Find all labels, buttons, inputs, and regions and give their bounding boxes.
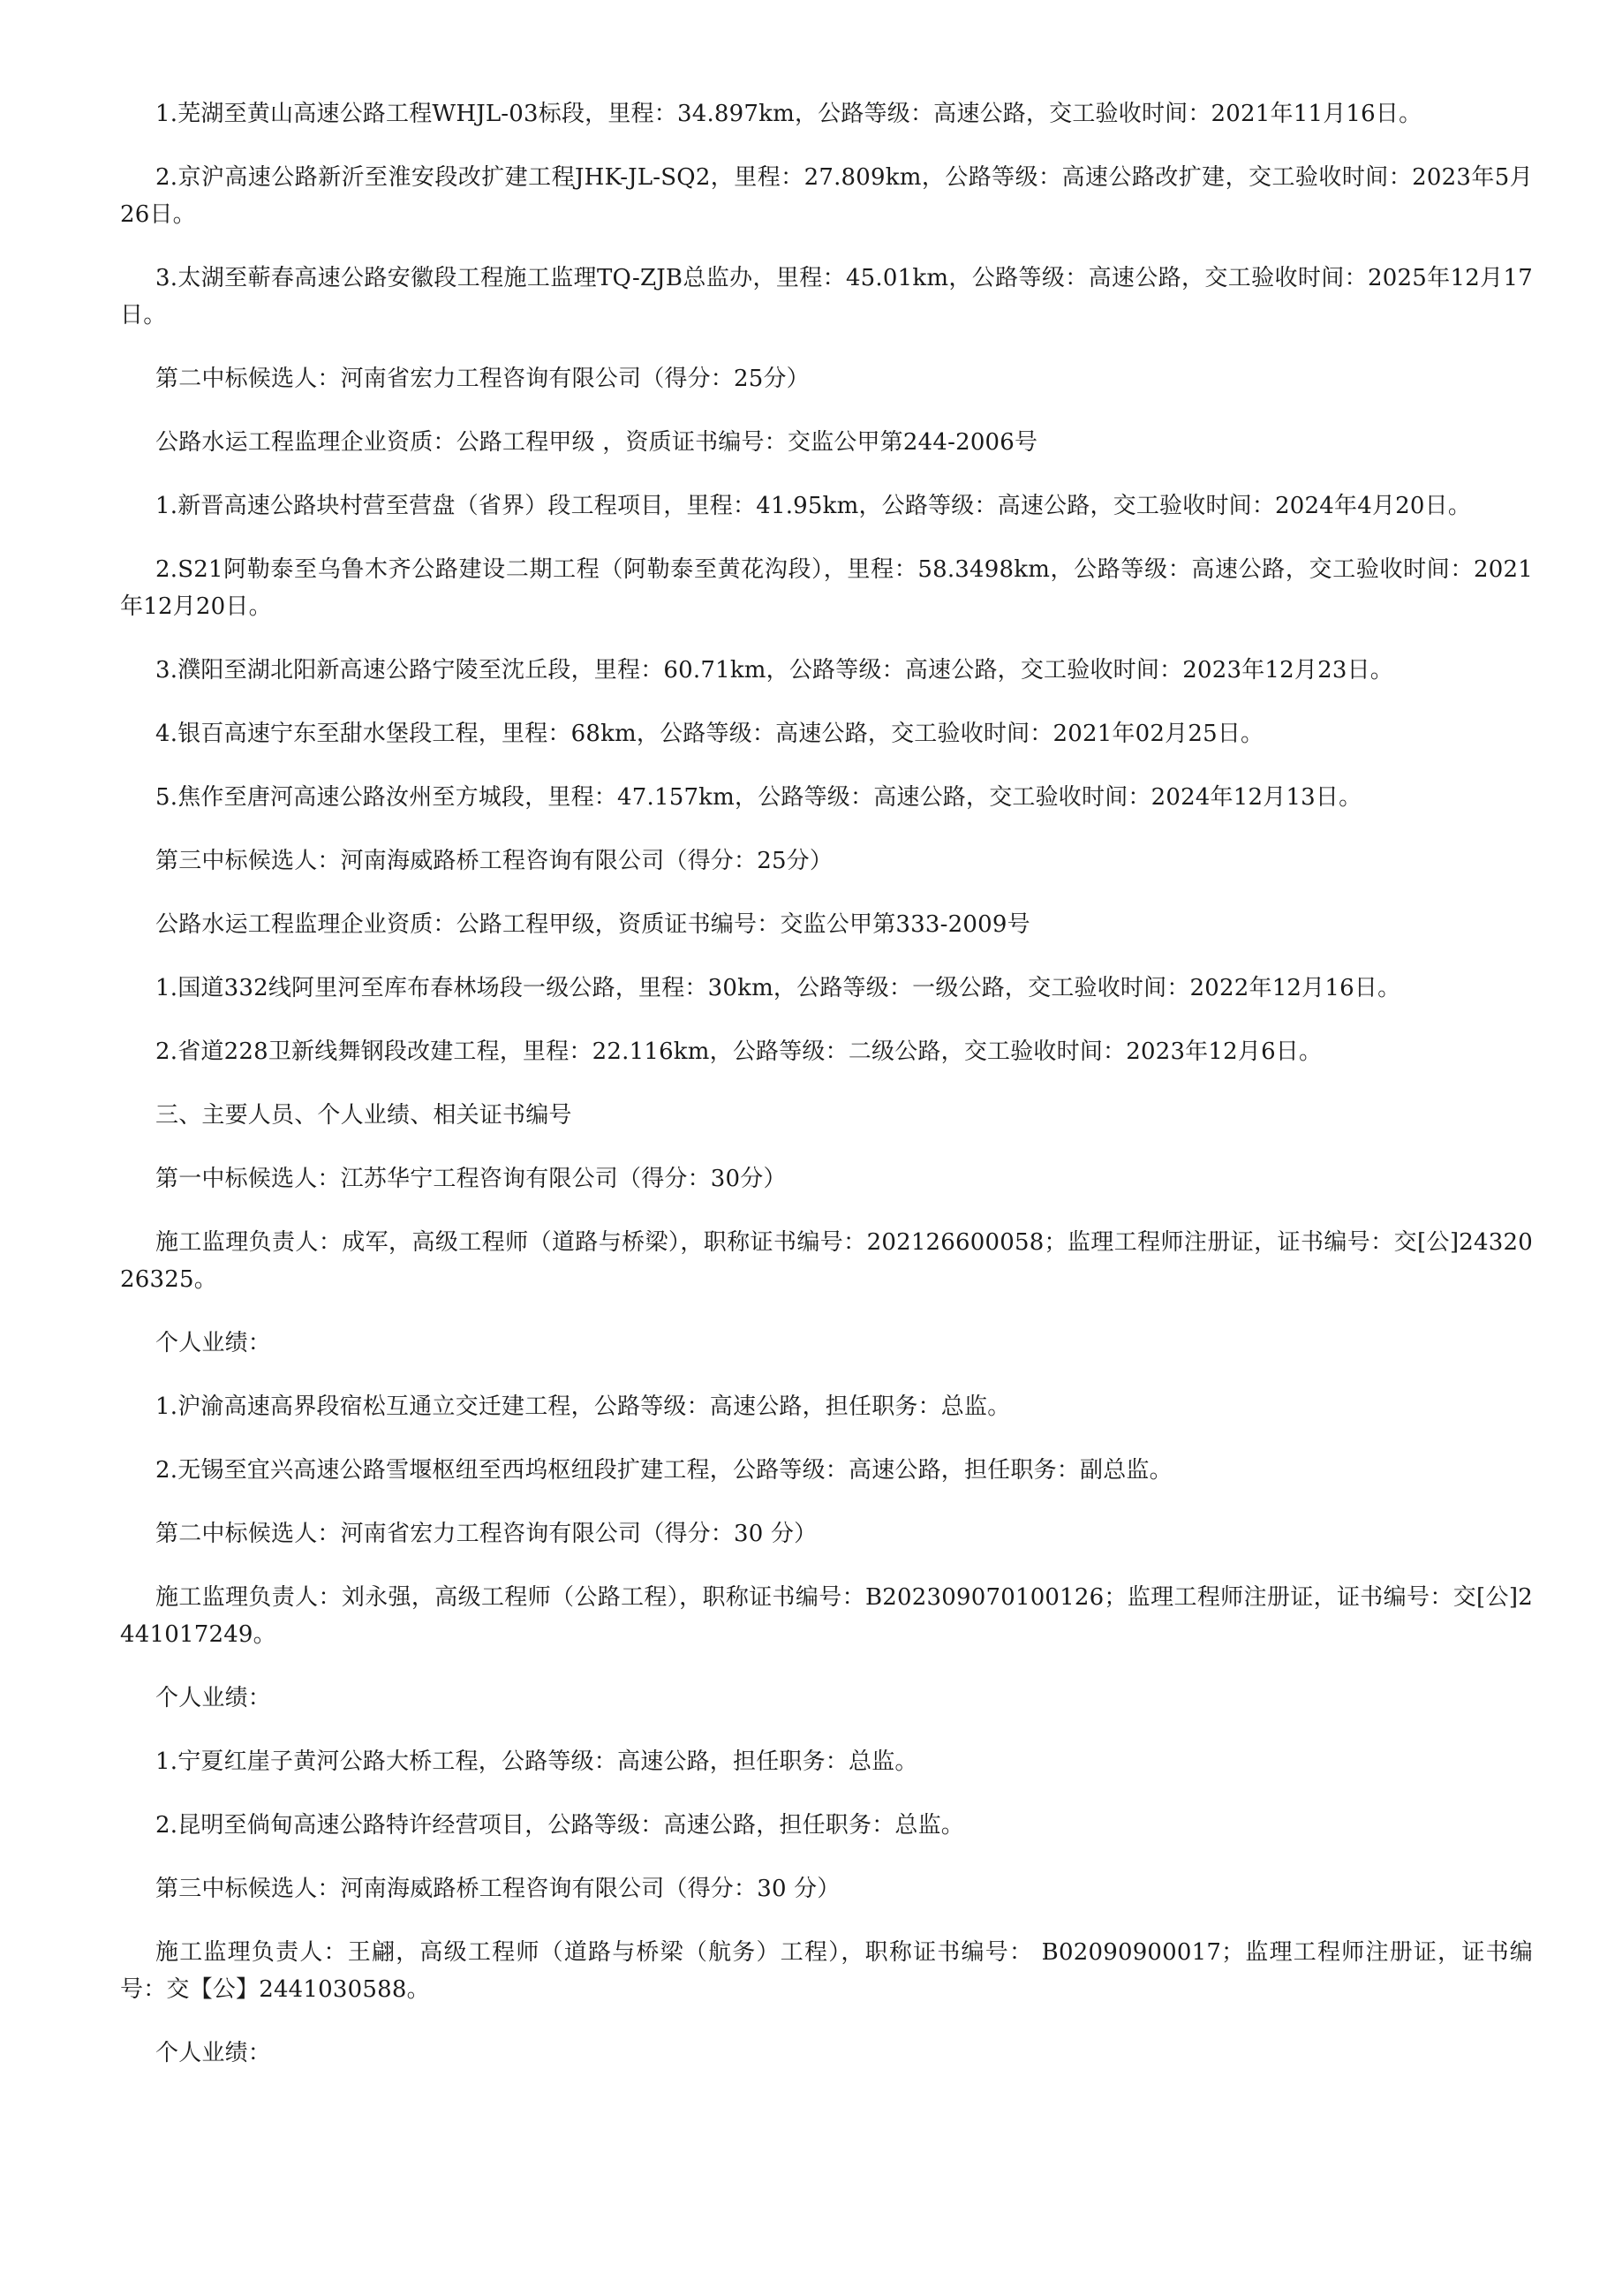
- paragraph: 3.濮阳至湖北阳新高速公路宁陵至沈丘段，里程：60.71km，公路等级：高速公路，交工验收时间：2023年12月23日。: [155, 657, 1393, 684]
- paragraph: 个人业绩：: [155, 1330, 272, 1356]
- paragraph: 1.芜湖至黄山高速公路工程WHJL-03标段，里程：34.897km，公路等级：高速公路，交工验收时间：2021年11月16日。: [155, 101, 1422, 127]
- paragraph: 3.太湖至蕲春高速公路安徽段工程施工监理TQ-ZJB总监办，里程：45.01km，公路等级：高速公路，交工验收时间：2025年12月17日。: [120, 265, 1533, 329]
- paragraph: 公路水运工程监理企业资质：公路工程甲级 ，资质证书编号：交监公甲第244-2006号: [155, 429, 1038, 456]
- paragraph: 施工监理负责人：刘永强，高级工程师（公路工程），职称证书编号：B202309070100126；监理工程师注册证，证书编号：交[公]2441017249。: [120, 1584, 1533, 1648]
- paragraph: 2.昆明至倘甸高速公路特许经营项目，公路等级：高速公路，担任职务：总监。: [155, 1812, 965, 1839]
- paragraph: 5.焦作至唐河高速公路汝州至方城段，里程：47.157km，公路等级：高速公路，交工验收时间：2024年12月13日。: [155, 784, 1362, 811]
- paragraph: 个人业绩：: [155, 2040, 272, 2066]
- paragraph: 1.国道332线阿里河至库布春林场段一级公路，里程：30km，公路等级：一级公路，交工验收时间：2022年12月16日。: [155, 975, 1401, 1001]
- paragraph: 2.S21阿勒泰至乌鲁木齐公路建设二期工程（阿勒泰至黄花沟段），里程：58.3498km，公路等级：高速公路，交工验收时间：2021年12月20日。: [120, 556, 1533, 620]
- document-page: [120, 95, 1533, 2098]
- paragraph: 第二中标候选人：河南省宏力工程咨询有限公司（得分：30 分）: [155, 1521, 818, 1547]
- paragraph: 第三中标候选人：河南海威路桥工程咨询有限公司（得分：25分）: [155, 848, 834, 874]
- paragraph: 施工监理负责人：王翩，高级工程师（道路与桥梁（航务）工程），职称证书编号： B02090900017；监理工程师注册证，证书编号：交【公】2441030588。: [120, 1939, 1533, 2003]
- paragraph: 施工监理负责人：成军，高级工程师（道路与桥梁），职称证书编号：202126600058；监理工程师注册证，证书编号：交[公]2432026325。: [120, 1229, 1533, 1293]
- paragraph: 1.沪渝高速高界段宿松互通立交迁建工程，公路等级：高速公路，担任职务：总监。: [155, 1393, 1011, 1420]
- paragraph: 2.无锡至宜兴高速公路雪堰枢纽至西坞枢纽段扩建工程，公路等级：高速公路，担任职务：副总监。: [155, 1457, 1173, 1484]
- paragraph: 1.新晋高速公路块村营至营盘（省界）段工程项目，里程：41.95km，公路等级：高速公路，交工验收时间：2024年4月20日。: [155, 493, 1472, 519]
- paragraph: 1.宁夏红崖子黄河公路大桥工程，公路等级：高速公路，担任职务：总监。: [155, 1748, 918, 1775]
- paragraph: 4.银百高速宁东至甜水堡段工程，里程：68km，公路等级：高速公路，交工验收时间：2021年02月25日。: [155, 721, 1264, 747]
- paragraph: 个人业绩：: [155, 1685, 272, 1711]
- paragraph: 2.京沪高速公路新沂至淮安段改扩建工程JHK-JL-SQ2，里程：27.809km，公路等级：高速公路改扩建，交工验收时间：2023年5月26日。: [120, 164, 1533, 228]
- section-heading: 三、主要人员、个人业绩、相关证书编号: [155, 1102, 572, 1129]
- paragraph: 2.省道228卫新线舞钢段改建工程，里程：22.116km，公路等级：二级公路，交工验收时间：2023年12月6日。: [155, 1038, 1323, 1065]
- paragraph: 第二中标候选人：河南省宏力工程咨询有限公司（得分：25分）: [155, 366, 810, 392]
- paragraph: 公路水运工程监理企业资质：公路工程甲级，资质证书编号：交监公甲第333-2009号: [155, 911, 1030, 938]
- paragraph: 第三中标候选人：河南海威路桥工程咨询有限公司（得分：30 分）: [155, 1876, 841, 1902]
- paragraph: 第一中标候选人：江苏华宁工程咨询有限公司（得分：30分）: [155, 1166, 787, 1192]
